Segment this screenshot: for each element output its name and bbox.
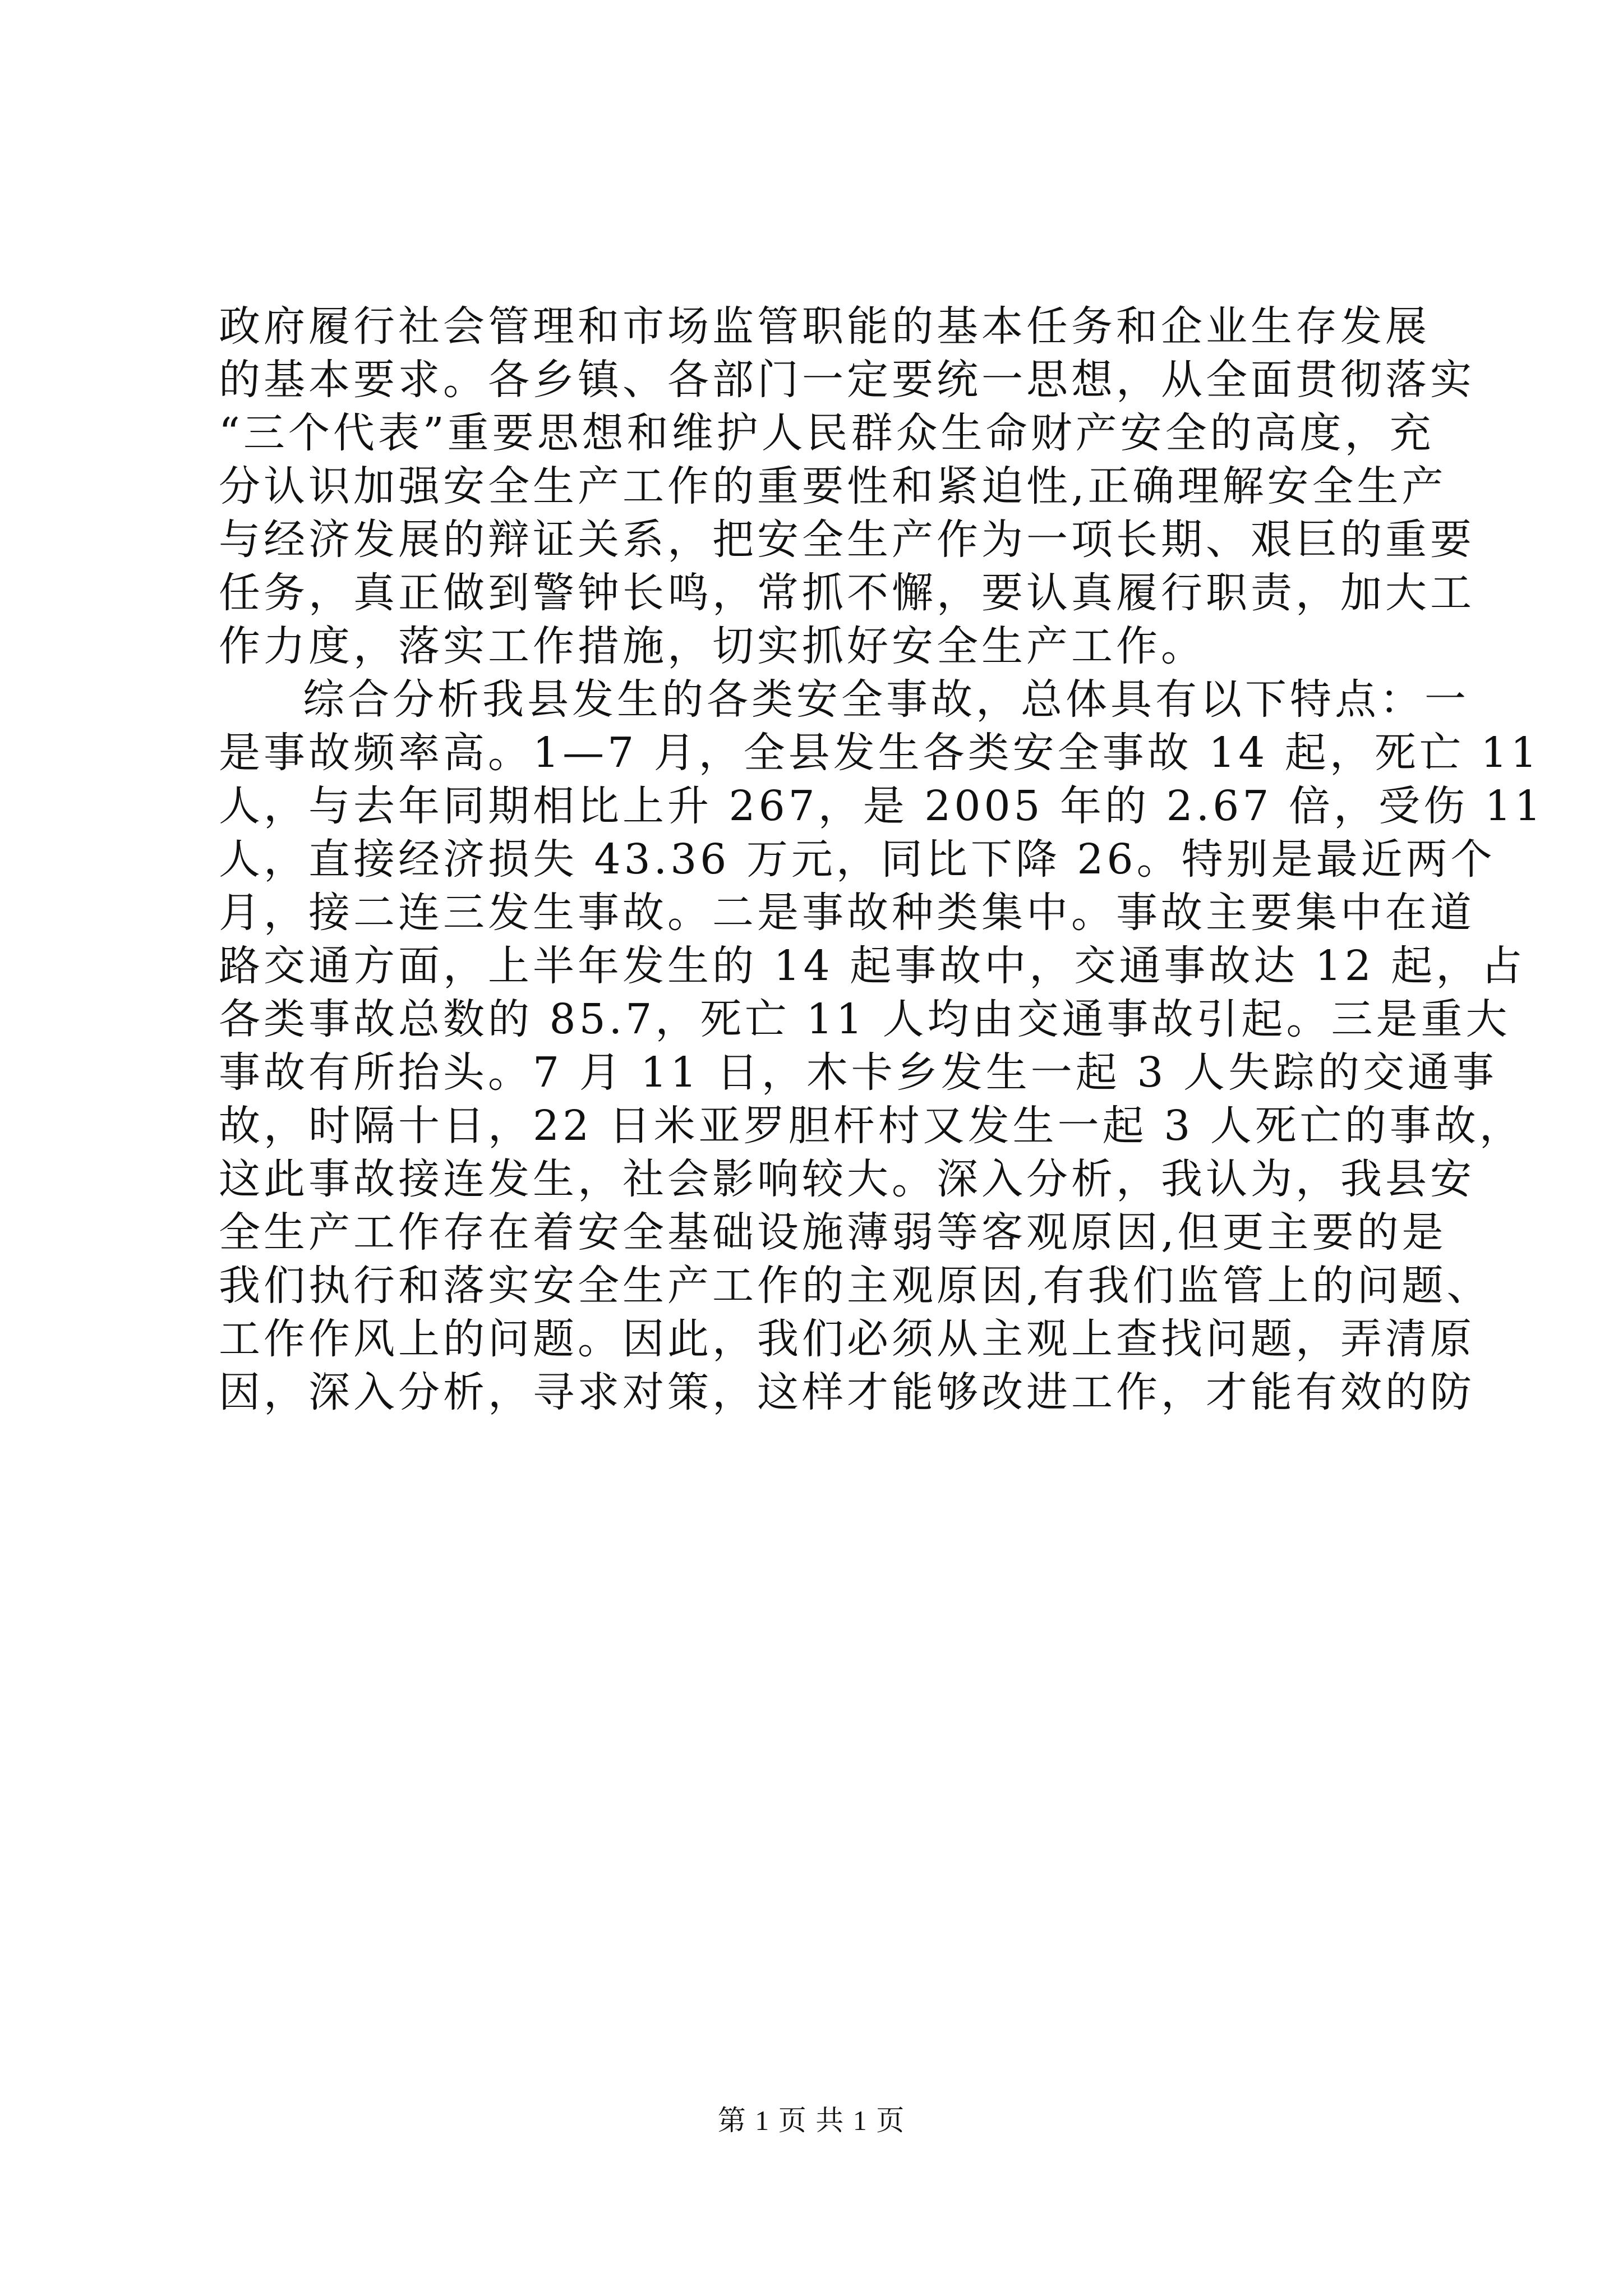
text-line: 任务，真正做到警钟长鸣，常抓不懈，要认真履行职责，加大工 bbox=[219, 569, 1475, 617]
text-line: 工作作风上的问题。因此，我们必须从主观上查找问题，弄清原 bbox=[219, 1315, 1475, 1363]
text-line: 政府履行社会管理和市场监管职能的基本任务和企业生存发展 bbox=[219, 302, 1430, 351]
text-line: 与经济发展的辩证关系，把安全生产作为一项长期、艰巨的重要 bbox=[219, 516, 1475, 564]
text-line: 事故有所抬头。7 月 11 日，木卡乡发生一起 3 人失踪的交通事 bbox=[219, 1048, 1497, 1097]
text-line: 因，深入分析，寻求对策，这样才能够改进工作，才能有效的防 bbox=[219, 1368, 1475, 1416]
text-line: 这此事故接连发生，社会影响较大。深入分析，我认为，我县安 bbox=[219, 1155, 1475, 1203]
text-line: 故，时隔十日，22 日米亚罗胆杆村又发生一起 3 人死亡的事故， bbox=[219, 1102, 1524, 1150]
text-line: “三个代表”重要思想和维护人民群众生命财产安全的高度，充 bbox=[219, 409, 1435, 457]
text-line: 人，与去年同期相比上升 267，是 2005 年的 2.67 倍，受伤 11 bbox=[219, 782, 1544, 830]
text-line: 我们执行和落实安全生产工作的主观原因,有我们监管上的问题、 bbox=[219, 1262, 1492, 1310]
document-body bbox=[219, 300, 1544, 1419]
paragraph-first-line: 综合分析我县发生的各类安全事故，总体具有以下特点：一 bbox=[303, 675, 1469, 724]
text-line: 路交通方面，上半年发生的 14 起事故中，交通事故达 12 起，占 bbox=[219, 942, 1526, 990]
text-line: 分认识加强安全生产工作的重要性和紧迫性,正确理解安全生产 bbox=[219, 462, 1447, 510]
text-line: 月，接二连三发生事故。二是事故种类集中。事故主要集中在道 bbox=[219, 889, 1475, 937]
text-line: 作力度，落实工作措施，切实抓好安全生产工作。 bbox=[219, 622, 1206, 670]
text-line: 人，直接经济损失 43.36 万元，同比下降 26。特别是最近两个 bbox=[219, 835, 1496, 884]
text-line: 是事故频率高。1—7 月，全县发生各类安全事故 14 起，死亡 11 bbox=[219, 729, 1541, 777]
text-line: 各类事故总数的 85.7，死亡 11 人均由交通事故引起。三是重大 bbox=[219, 995, 1511, 1043]
page-footer: 第 1 页 共 1 页 bbox=[717, 2105, 906, 2136]
text-line: 全生产工作存在着安全基础设施薄弱等客观原因,但更主要的是 bbox=[219, 1208, 1447, 1257]
text-line: 的基本要求。各乡镇、各部门一定要统一思想，从全面贯彻落实 bbox=[219, 356, 1475, 404]
